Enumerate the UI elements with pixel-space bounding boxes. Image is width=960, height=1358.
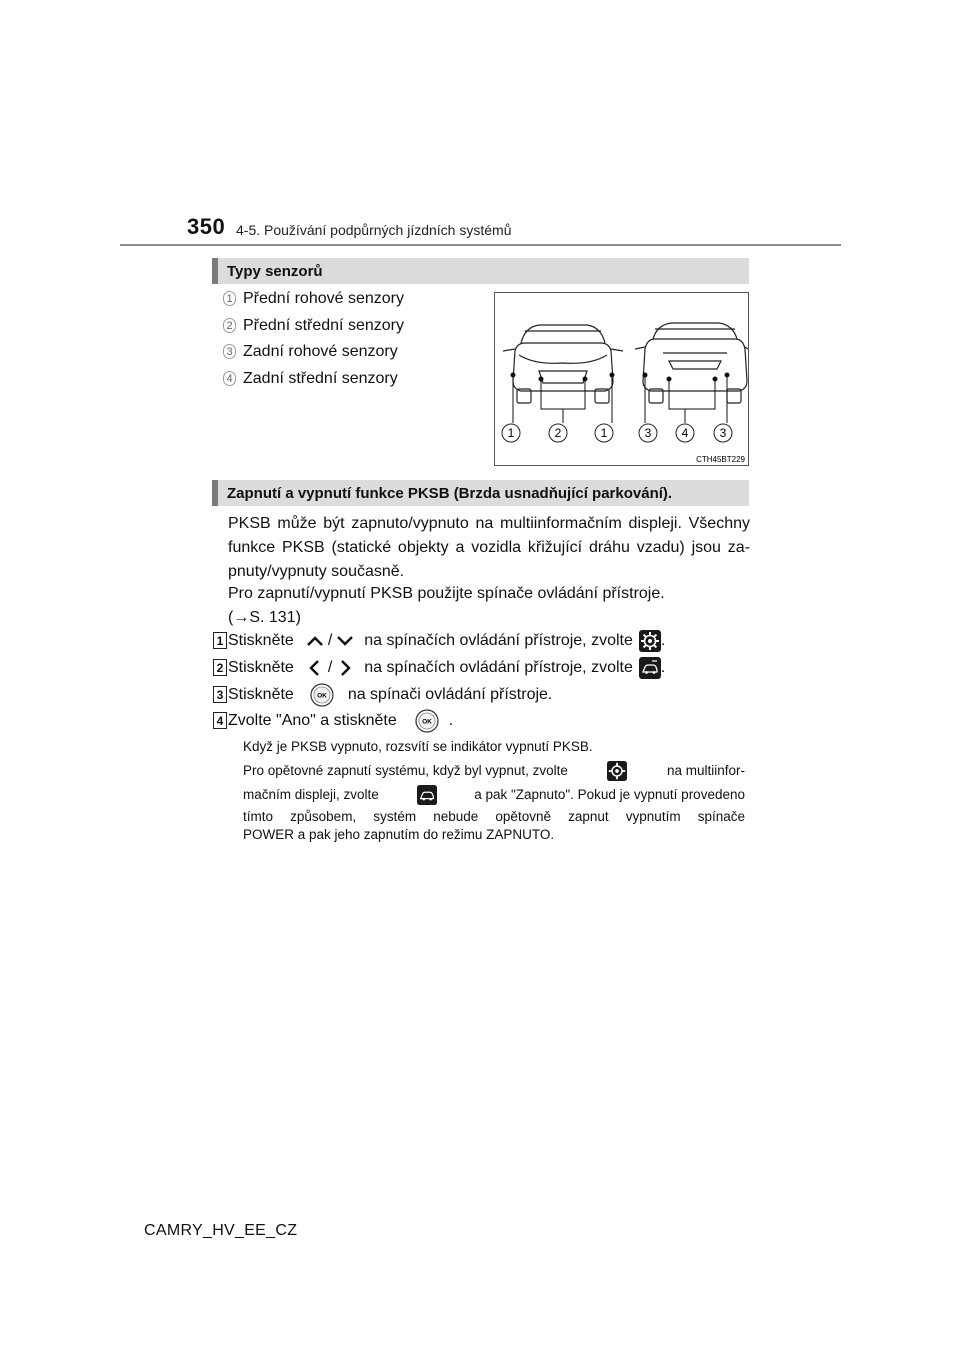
- item-number-3: 3: [223, 344, 236, 359]
- sensor-diagram: [494, 292, 749, 466]
- step-number-1: 1: [213, 632, 227, 649]
- reference-page: S. 131: [249, 609, 296, 626]
- section-title-bar-pksb: [212, 480, 749, 506]
- callout-4: 4: [681, 426, 689, 440]
- chapter-title: 4-5. Používání podpůrných jízdních systémů: [236, 222, 512, 238]
- note-text: tímto způsobem, systém nebude opětovně zapnut vypnutím spínače: [243, 809, 745, 824]
- section-title: Typy senzorů: [227, 262, 323, 280]
- step-number-4: 4: [213, 712, 227, 729]
- ok-label: OK: [316, 692, 327, 700]
- document-code: CAMRY_HV_EE_CZ: [144, 1222, 298, 1239]
- sensor-item-front-center: Přední střední senzory: [243, 317, 404, 334]
- settings-gear-icon: [639, 630, 661, 652]
- step-text: na spínači ovládání přístroje.: [347, 686, 553, 703]
- callout-2: 2: [554, 426, 562, 440]
- step-end: .: [448, 712, 454, 729]
- diagram-code: CTH45BT229: [696, 455, 745, 464]
- step-text: Stiskněte: [228, 632, 294, 649]
- callout-3b: 3: [719, 426, 727, 440]
- step-2: [228, 657, 665, 679]
- step-end: .: [660, 659, 666, 676]
- callout-1b: 1: [600, 426, 608, 440]
- item-number-4: 4: [223, 371, 236, 386]
- sensor-leader-lines: [511, 373, 729, 423]
- note-text: na multiinfor-: [666, 763, 745, 778]
- paragraph-line: Pro zapnutí/vypnutí PKSB použijte spínače ovládání přístroje.: [228, 585, 665, 602]
- ok-button-icon: [415, 709, 439, 733]
- step-text: Stiskněte: [228, 659, 294, 676]
- callout-1: 1: [507, 426, 515, 440]
- step-1: [228, 630, 665, 652]
- note-line: [243, 782, 745, 808]
- reference-arrow: →: [233, 609, 250, 626]
- item-number-2: 2: [223, 318, 236, 333]
- ok-label: OK: [421, 718, 432, 726]
- note-text: mačním displeji, zvolte: [243, 787, 379, 802]
- step-text: na spínačích ovládání přístroje, zvolte: [364, 632, 633, 649]
- step-text: Zvolte "Ano" a stiskněte: [228, 712, 397, 729]
- paragraph-line: pnuty/vypnuty současně.: [228, 563, 405, 580]
- settings-gear-icon: [607, 761, 627, 781]
- page-reference: (→S. 131): [228, 609, 301, 626]
- sensor-item-rear-center: Zadní střední senzory: [243, 370, 398, 387]
- note-text: POWER a pak jeho zapnutím do režimu ZAPNUTO.: [243, 827, 555, 842]
- note-text: a pak "Zapnuto". Pokud je vypnutí provedeno: [474, 787, 745, 802]
- chevron-right-icon: [334, 659, 356, 677]
- step-4: [228, 709, 453, 733]
- vehicle-settings-icon: [417, 785, 437, 805]
- paragraph-line: funkce PKSB (statické objekty a vozidla křižující dráhu vzadu) jsou za-: [228, 539, 750, 556]
- step-3: [228, 683, 552, 707]
- callout-3: 3: [644, 426, 652, 440]
- section-accent: [212, 258, 218, 284]
- sensor-item-front-corner: Přední rohové senzory: [243, 290, 404, 307]
- chevron-up-icon: [304, 633, 326, 649]
- chevron-down-icon: [334, 633, 356, 649]
- note-reactivate: [243, 760, 745, 844]
- step-number-2: 2: [213, 659, 227, 676]
- pksb-instruction-paragraph: [228, 582, 750, 630]
- car-front-view: [503, 325, 623, 403]
- separator: /: [327, 659, 333, 676]
- ok-button-icon: [310, 683, 334, 707]
- vehicle-settings-icon: [639, 657, 661, 679]
- header-rule: [120, 244, 841, 246]
- step-number-3: 3: [213, 686, 227, 703]
- separator: /: [327, 632, 333, 649]
- item-number-1: 1: [223, 291, 236, 306]
- car-rear-view: [635, 323, 748, 403]
- diagram-callouts: [502, 424, 732, 442]
- step-text: na spínačích ovládání přístroje, zvolte: [364, 659, 633, 676]
- page-number: 350: [187, 214, 226, 239]
- paragraph-line: PKSB může být zapnuto/vypnuto na multiinformačním displeji. Všechny: [228, 515, 750, 532]
- section-accent: [212, 480, 218, 506]
- step-text: Stiskněte: [228, 686, 294, 703]
- note-line: [243, 760, 745, 782]
- note-pksb-off: Když je PKSB vypnuto, rozsvítí se indikátor vypnutí PKSB.: [243, 739, 593, 754]
- step-end: .: [660, 632, 666, 649]
- sensor-item-rear-corner: Zadní rohové senzory: [243, 343, 398, 360]
- chevron-left-icon: [304, 659, 326, 677]
- pksb-intro-paragraph: [228, 512, 750, 584]
- section-title-bar-sensors: [212, 258, 749, 284]
- note-text: Pro opětovné zapnutí systému, když byl vypnut, zvolte: [243, 763, 568, 778]
- section-title: Zapnutí a vypnutí funkce PKSB (Brzda usnadňující parkování).: [227, 484, 673, 502]
- car-sensor-illustration: [495, 293, 748, 465]
